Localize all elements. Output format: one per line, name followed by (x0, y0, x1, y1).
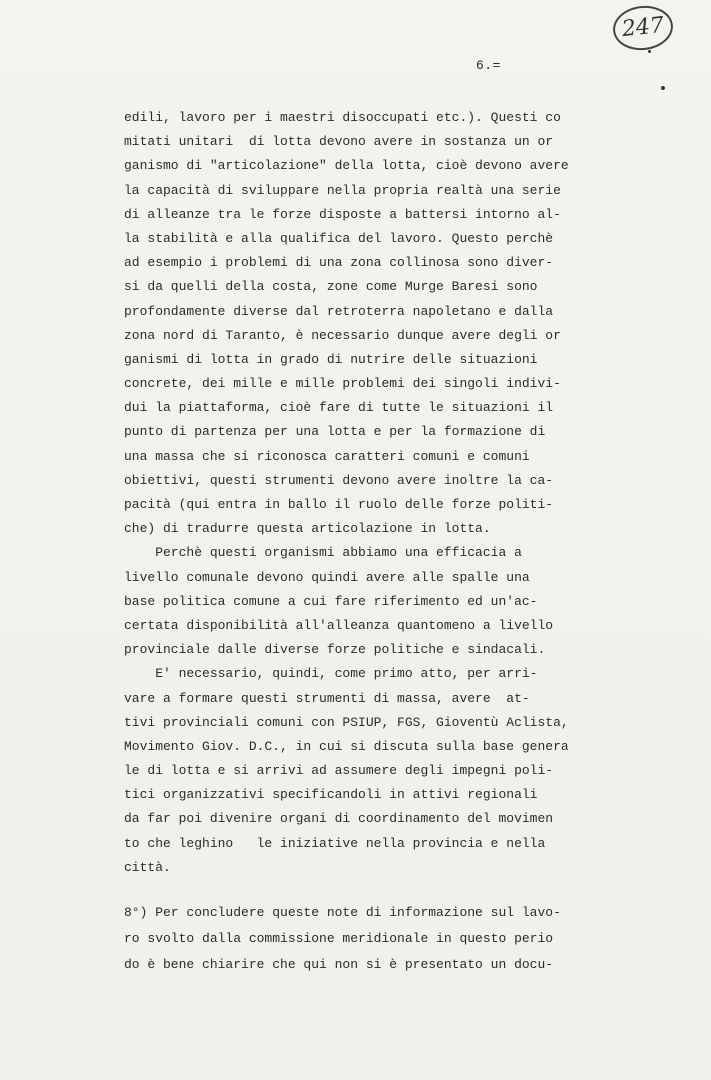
text-line: le di lotta e si arrivi ad assumere degli impegni poli- (124, 763, 554, 779)
text-line: vare a formare questi strumenti di massa, avere at- (124, 690, 530, 706)
text-line: zona nord di Taranto, è necessario dunque avere degli or (124, 327, 561, 343)
text-line: la stabilità e alla qualifica del lavoro. Questo perchè (124, 230, 554, 246)
archive-number-stamp: 247 (611, 3, 675, 53)
text-line: provinciale dalle diverse forze politiche e sindacali. (124, 642, 546, 658)
text-line: città. (124, 859, 171, 875)
text-line: to che leghino le iniziative nella provincia e nella (124, 835, 546, 851)
text-line: Perchè questi organismi abbiamo una efficacia a (124, 545, 522, 561)
text-line: dui la piattaforma, cioè fare di tutte le situazioni il (124, 400, 554, 416)
point-8-line: 8°) Per concludere queste note di informazione sul lavo- (124, 905, 561, 920)
text-line: si da quelli della costa, zone come Murge Baresi sono (124, 279, 538, 295)
ink-speck (661, 86, 665, 90)
point-8-line: do è bene chiarire che qui non si è presentato un docu- (124, 957, 554, 972)
text-line: concrete, dei mille e mille problemi dei singoli indivi- (124, 376, 561, 392)
text-line: profondamente diverse dal retroterra napoletano e dalla (124, 303, 554, 319)
text-line: ad esempio i problemi di una zona collinosa sono diver- (124, 255, 554, 271)
text-line: edili, lavoro per i maestri disoccupati etc.). Questi co (124, 110, 561, 125)
text-line: punto di partenza per una lotta e per la formazione di (124, 424, 546, 440)
text-line: che) di tradurre questa articolazione in lotta. (124, 521, 491, 537)
text-line: base politica comune a cui fare riferimento ed un'ac- (124, 593, 538, 609)
page-number: 6.= (476, 58, 501, 73)
text-line: mitati unitari di lotta devono avere in sostanza un or (124, 134, 554, 150)
text-line: di alleanze tra le forze disposte a battersi intorno al- (124, 206, 561, 222)
text-line: tici organizzativi specificandoli in attivi regionali (124, 787, 538, 803)
text-line: certata disponibilità all'alleanza quantomeno a livello (124, 617, 554, 633)
text-line: ganismi di lotta in grado di nutrire delle situazioni (124, 351, 538, 367)
ink-speck (648, 50, 651, 53)
text-line: da far poi divenire organi di coordinamento del movimen (124, 811, 554, 827)
text-line: obiettivi, questi strumenti devono avere inoltre la ca- (124, 472, 554, 488)
text-line: la capacità di sviluppare nella propria realtà una serie (124, 182, 561, 198)
text-line: pacità (qui entra in ballo il ruolo delle forze politi- (124, 497, 554, 512)
text-line: tivi provinciali comuni con PSIUP, FGS, Gioventù Aclista, (124, 714, 569, 730)
text-line: E' necessario, quindi, come primo atto, per arri- (124, 666, 538, 682)
typewritten-body (124, 106, 594, 978)
text-line: ganismo di "articolazione" della lotta, cioè devono avere (124, 158, 569, 174)
text-line: una massa che si riconosca caratteri comuni e comuni (124, 448, 530, 464)
text-line: livello comunale devono quindi avere alle spalle una (124, 569, 530, 585)
point-8-line: ro svolto dalla commissione meridionale in questo perio (124, 931, 554, 946)
text-line: Movimento Giov. D.C., in cui si discuta sulla base genera (124, 738, 569, 754)
